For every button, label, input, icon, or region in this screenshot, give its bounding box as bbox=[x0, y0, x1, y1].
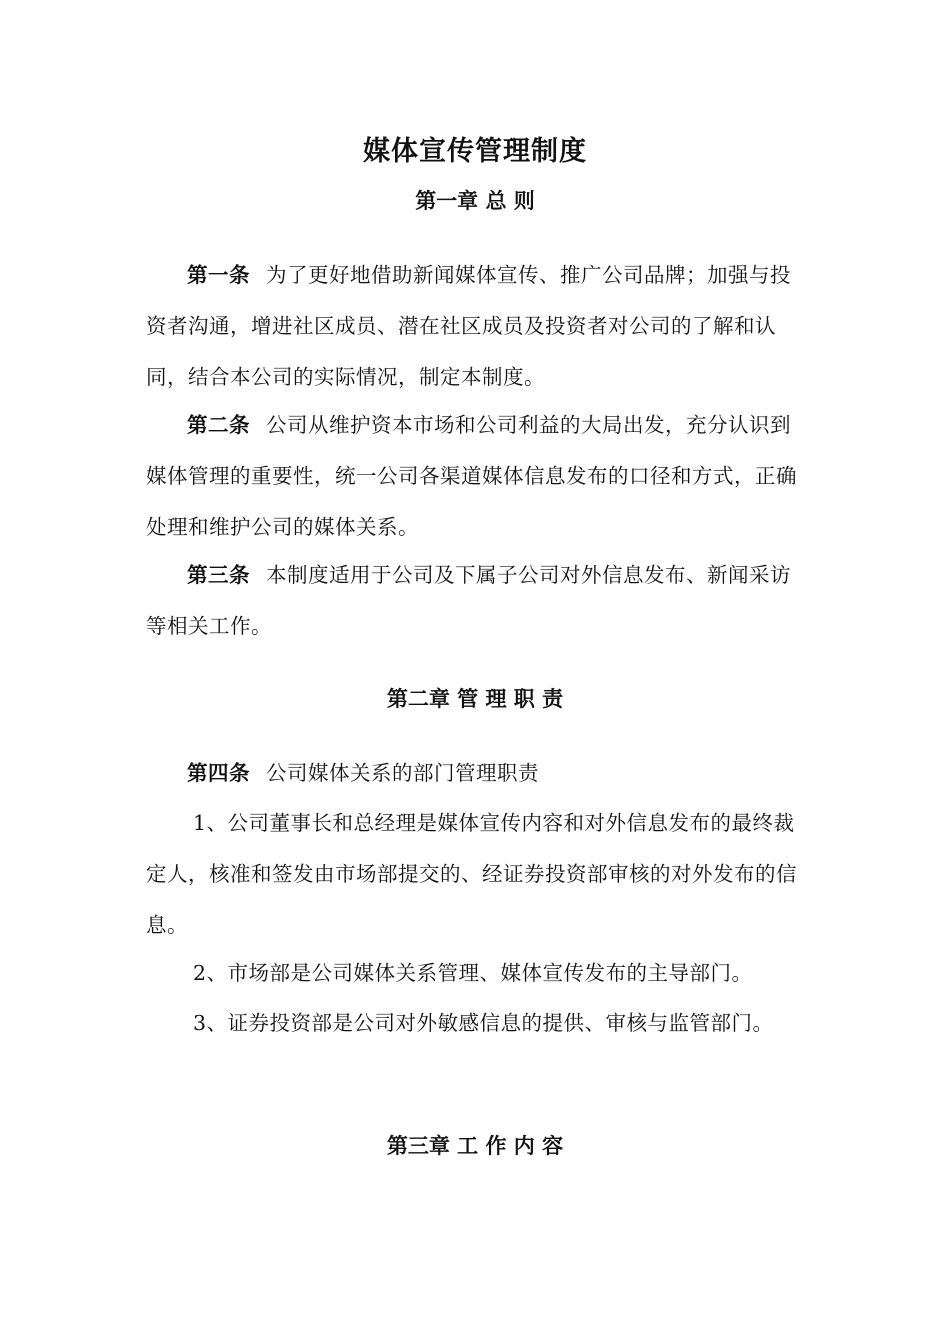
article-label: 第四条 bbox=[187, 761, 250, 785]
article-text: 公司从维护资本市场和公司利益的大局出发，充分认识到媒体管理的重要性，统一公司各渠道媒体信息发布的口径和方式，正确处理和维护公司的媒体关系。 bbox=[146, 413, 797, 539]
article-text: 本制度适用于公司及下属子公司对外信息发布、新闻采访等相关工作。 bbox=[146, 563, 791, 638]
article-label: 第三条 bbox=[187, 563, 250, 587]
chapter-heading: 第三章 工 作 内 容 bbox=[386, 1134, 564, 1158]
list-item: 2、市场部是公司媒体关系管理、媒体宣传发布的主导部门。 bbox=[193, 961, 753, 985]
list-item: 3、证券投资部是公司对外敏感信息的提供、审核与监管部门。 bbox=[193, 1011, 774, 1035]
article-label: 第二条 bbox=[187, 413, 250, 437]
document-title: 媒体宣传管理制度 bbox=[363, 136, 587, 167]
article-text: 公司媒体关系的部门管理职责 bbox=[266, 761, 539, 785]
chapter-heading: 第一章 总 则 bbox=[415, 189, 535, 213]
article-paragraph bbox=[146, 400, 810, 553]
article-paragraph bbox=[146, 250, 810, 403]
article-paragraph bbox=[146, 748, 810, 799]
article-text: 为了更好地借助新闻媒体宣传、推广公司品牌；加强与投资者沟通，增进社区成员、潜在社区成员及投资者对公司的了解和认同，结合本公司的实际情况，制定本制度。 bbox=[146, 263, 791, 389]
article-label: 第一条 bbox=[187, 263, 250, 287]
chapter-heading: 第二章 管 理 职 责 bbox=[386, 687, 564, 711]
article-paragraph bbox=[146, 550, 810, 652]
list-item: 1、公司董事长和总经理是媒体宣传内容和对外信息发布的最终裁定人，核准和签发由市场部提交的、经证券投资部审核的对外发布的信息。 bbox=[146, 811, 797, 937]
